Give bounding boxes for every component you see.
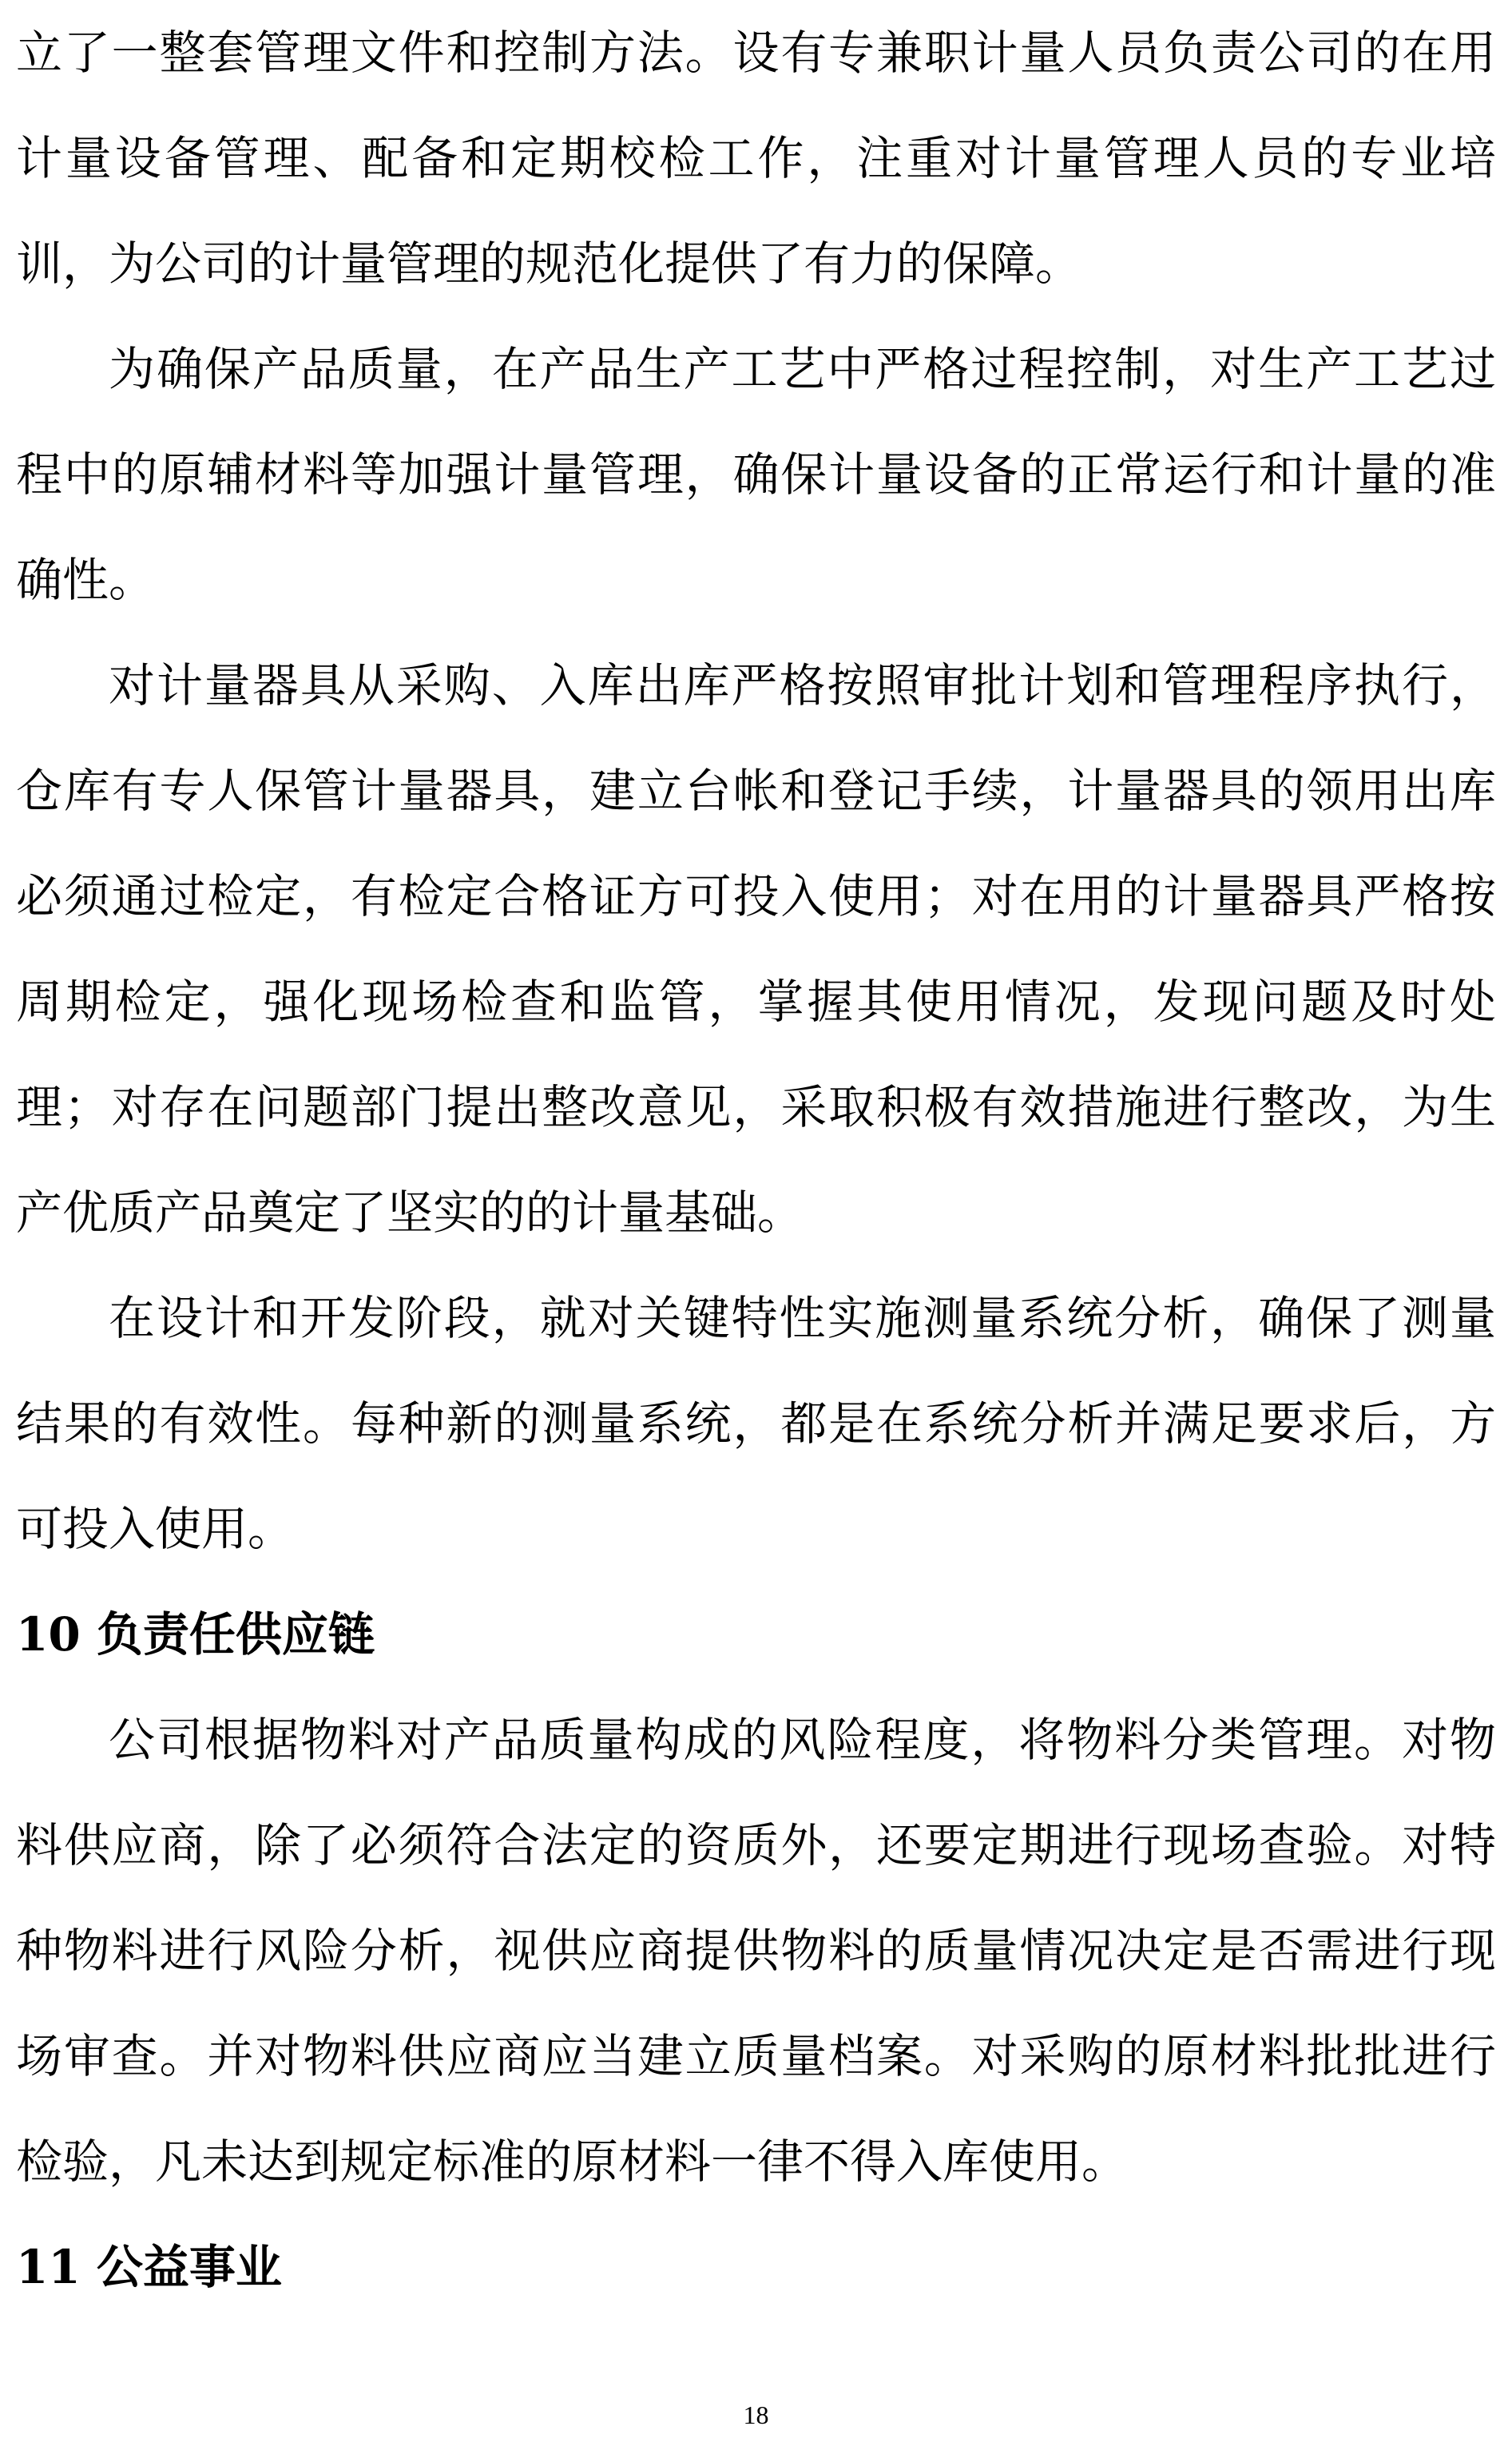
paragraph-metrology-management: 立了一整套管理文件和控制方法。设有专兼职计量人员负责公司的在用计量设备管理、配备和定期校检工作，注重对计量管理人员的专业培训，为公司的计量管理的规范化提供了有力的保障。 [16, 26, 1496, 291]
page-number: 18 [743, 2400, 769, 2429]
paragraph-supplier-management: 公司根据物料对产品质量构成的风险程度，将物料分类管理。对物料供应商，除了必须符合法定的资质外，还要定期进行现场查验。对特种物料进行风险分析，视供应商提供物料的质量情况决定是否需进行现场审查。并对物料供应商应当建立质量档案。对采购的原材料批批进行检验，凡未达到规定标准的原材料一律不得入库使用。 [16, 1713, 1496, 2189]
section-heading-public-welfare: 11 公益事业 [16, 2240, 282, 2294]
document-body [16, 0, 1496, 2320]
paragraph-measurement-system-analysis: 在设计和开发阶段，就对关键特性实施测量系统分析，确保了测量结果的有效性。每种新的测量系统，都是在系统分析并满足要求后，方可投入使用。 [16, 1291, 1496, 1556]
paragraph-instrument-handling: 对计量器具从采购、入库出库严格按照审批计划和管理程序执行，仓库有专人保管计量器具，建立台帐和登记手续，计量器具的领用出库必须通过检定，有检定合格证方可投入使用；对在用的计量器具严格按周期检定，强化现场检查和监管，掌握其使用情况，发现问题及时处理；对存在问题部门提出整改意见，采取积极有效措施进行整改，为生产优质产品奠定了坚实的的计量基础。 [16, 658, 1496, 1240]
paragraph-process-control: 为确保产品质量，在产品生产工艺中严格过程控制，对生产工艺过程中的原辅材料等加强计量管理，确保计量设备的正常运行和计量的准确性。 [16, 342, 1496, 607]
section-heading-supply-chain: 10 负责任供应链 [16, 1607, 375, 1662]
